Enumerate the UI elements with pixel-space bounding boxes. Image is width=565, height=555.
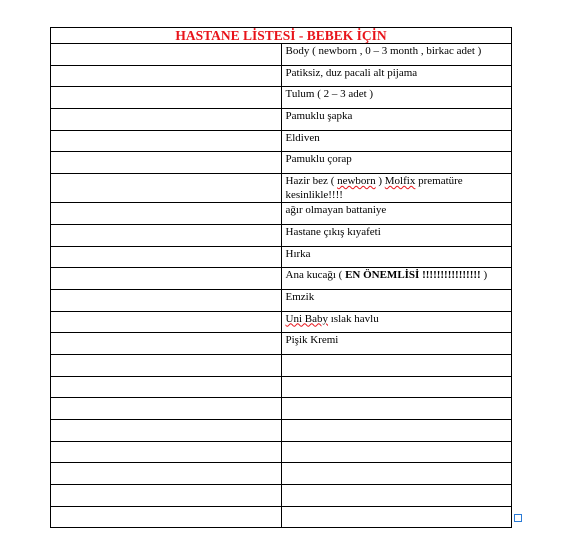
list-item-text: prematüre kesinlikle!!!! [285,175,463,202]
row-marker-cell[interactable] [51,87,282,109]
table-row [51,246,512,268]
table-row [51,130,512,152]
list-item-text: Hırka [285,247,311,260]
list-item-text: Pamuklu şapka [285,110,353,123]
row-marker-cell[interactable] [51,506,282,528]
list-item-text: ) [375,175,385,188]
list-item-text: Molfix [384,175,416,188]
table-row [51,152,512,174]
list-item[interactable] [281,174,512,203]
list-item-text: ağır olmayan battaniye [285,204,387,217]
table-row [51,44,512,66]
list-item-text: Tulum ( 2 – 3 adet ) [285,88,374,101]
row-marker-cell[interactable] [51,152,282,174]
row-marker-cell[interactable] [51,203,282,225]
row-marker-cell[interactable] [51,398,282,420]
row-marker-cell[interactable] [51,246,282,268]
list-item[interactable] [281,420,512,442]
list-item[interactable] [281,463,512,485]
table-row [51,203,512,225]
list-item[interactable] [281,87,512,109]
table-row [51,268,512,290]
row-marker-cell[interactable] [51,463,282,485]
table-row [51,289,512,311]
row-marker-cell[interactable] [51,224,282,246]
list-item[interactable] [281,376,512,398]
row-marker-cell[interactable] [51,289,282,311]
list-item[interactable] [281,506,512,528]
list-item[interactable] [281,246,512,268]
table-row [51,333,512,355]
table-row [51,224,512,246]
list-item[interactable] [281,354,512,376]
row-marker-cell[interactable] [51,441,282,463]
list-item-text: Pamuklu çorap [285,153,352,166]
table-row [51,376,512,398]
list-item-text: Body ( newborn , 0 – 3 month , birkac adet ) [285,45,482,57]
row-marker-cell[interactable] [51,311,282,333]
list-item[interactable] [281,224,512,246]
table-row [51,311,512,333]
table-row [51,463,512,485]
title-row [51,28,512,44]
list-item-text: Pişik Kremi [285,334,339,347]
row-marker-cell[interactable] [51,420,282,442]
list-item-text: EN ÖNEMLİSİ !!!!!!!!!!!!!!!! [345,269,481,282]
list-item[interactable] [281,130,512,152]
list-item[interactable] [281,152,512,174]
row-marker-cell[interactable] [51,268,282,290]
list-item[interactable] [281,44,512,66]
table-row [51,485,512,507]
list-item-text: Patiksiz, duz pacali alt pijama [285,66,418,79]
row-marker-cell[interactable] [51,354,282,376]
list-item[interactable] [281,398,512,420]
list-item-text: ıslak havlu [327,312,379,325]
list-item-text: Emzik [285,290,315,303]
table-row [51,109,512,131]
row-marker-cell[interactable] [51,44,282,66]
list-item-text: Ana kucağı ( [285,269,346,282]
list-item[interactable] [281,289,512,311]
table-row [51,87,512,109]
page-title[interactable]: HASTANE LİSTESİ - BEBEK İÇİN [51,28,512,44]
list-item[interactable] [281,311,512,333]
table-row [51,398,512,420]
row-marker-cell[interactable] [51,376,282,398]
list-item-text: Uni Baby [285,312,328,325]
table-row [51,506,512,528]
table-row [51,420,512,442]
list-item-text: newborn [337,175,376,188]
table-row [51,65,512,87]
list-item[interactable] [281,65,512,87]
list-item-text: ) [480,269,488,282]
row-marker-cell[interactable] [51,333,282,355]
list-item-text: Hastane çıkış kıyafeti [285,225,381,238]
list-item[interactable] [281,485,512,507]
table-row [51,174,512,203]
row-marker-cell[interactable] [51,485,282,507]
row-marker-cell[interactable] [51,65,282,87]
list-item[interactable] [281,203,512,225]
list-item[interactable] [281,441,512,463]
row-marker-cell[interactable] [51,109,282,131]
row-marker-cell[interactable] [51,130,282,152]
list-item[interactable] [281,333,512,355]
table-row [51,441,512,463]
table-row [51,354,512,376]
list-item-text: Hazir bez ( [285,175,338,188]
checklist-table [50,27,512,528]
list-item[interactable] [281,268,512,290]
table-resize-handle[interactable] [514,514,522,522]
row-marker-cell[interactable] [51,174,282,203]
list-item-text: Eldiven [285,131,320,144]
list-item[interactable] [281,109,512,131]
